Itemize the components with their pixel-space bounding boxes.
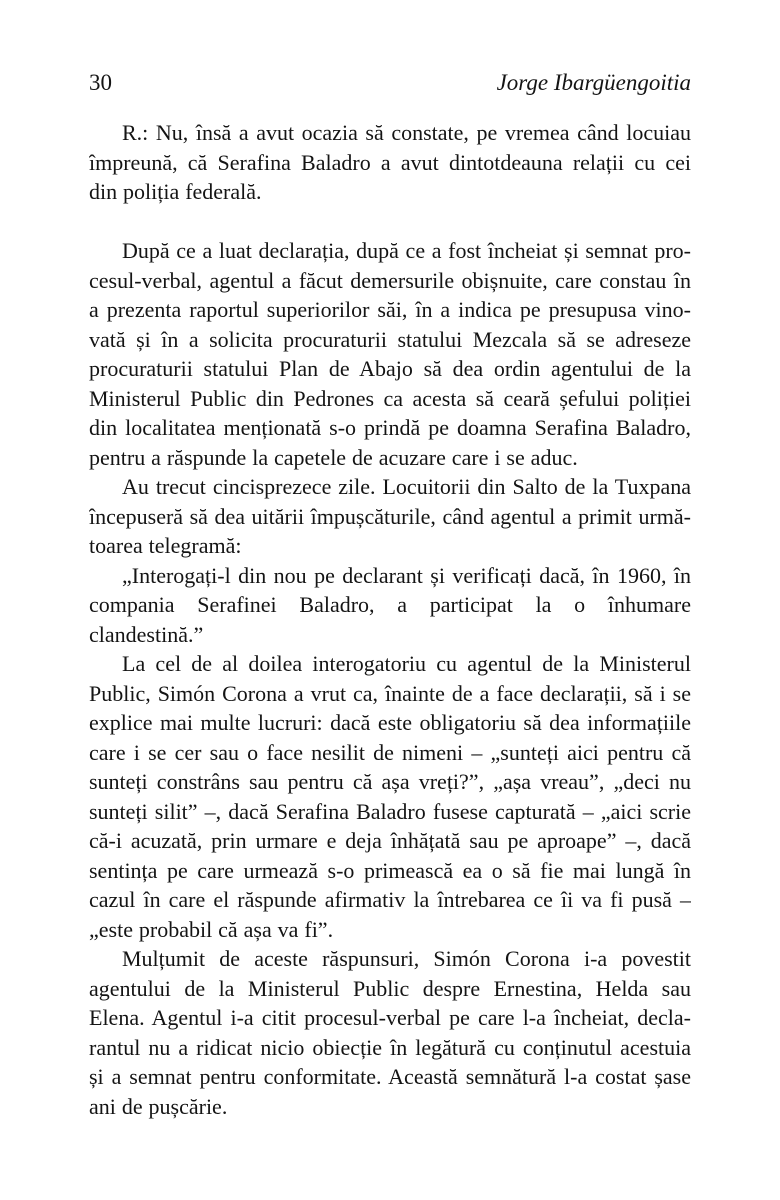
text-line: sunteți silit” –, dacă Serafina Baladro fusese capturată – „aici scrie xyxy=(89,798,691,824)
text-line: Elena. Agentul i-a citit procesul-verbal pe care l-a încheiat, decla- xyxy=(89,1005,691,1030)
page-body xyxy=(89,118,691,1121)
text-line: compania Serafinei Baladro, a participat la o înhumare xyxy=(89,592,691,617)
text-line: toarea telegramă: xyxy=(89,533,242,558)
text-line: clandestină.” xyxy=(89,621,204,647)
text-line: „este probabil că așa va fi”. xyxy=(89,916,334,942)
text-line: Mulțumit de aceste răspunsuri, Simón Corona i-a povestit xyxy=(122,946,691,971)
paragraph xyxy=(89,944,691,1121)
running-header xyxy=(89,69,691,97)
text-line: Au trecut cincisprezece zile. Locuitorii din Salto de la Tuxpana xyxy=(122,474,691,499)
text-line: a prezenta raportul superiorilor săi, în a indica pe presupusa vino- xyxy=(89,297,691,322)
text-line: vată și în a solicita procuraturii statului Mezcala să se adreseze xyxy=(89,326,691,352)
text-line: rantul nu a ridicat nicio obiecție în legătură cu conținutul acestuia xyxy=(89,1034,691,1060)
text-line: pentru a răspunde la capetele de acuzare care i se aduc. xyxy=(89,444,578,470)
text-line: cazul în care el răspunde afirmativ la întrebarea ce îi va fi pusă – xyxy=(89,887,691,912)
text-line: Public, Simón Corona a vrut ca, înainte de a face declarații, să i se xyxy=(89,680,691,706)
text-line: din localitatea menționată s-o prindă pe doamna Serafina Baladro, xyxy=(89,415,691,440)
text-line: din poliția federală. xyxy=(89,179,262,204)
page-number: 30 xyxy=(89,70,112,95)
text-line: „Interogați-l din nou pe declarant și verificați dacă, în 1960, în xyxy=(122,562,691,588)
text-line: Ministerul Public din Pedrones ca acesta să ceară șefului poliției xyxy=(89,385,691,411)
paragraph xyxy=(89,472,691,561)
text-line: procuraturii statului Plan de Abajo să dea ordin agentului de la xyxy=(89,356,691,381)
text-line: sentința pe care urmează s-o primească ea o să fie mai lungă în xyxy=(89,857,691,883)
text-line: ani de pușcărie. xyxy=(89,1093,228,1119)
running-header-author: Jorge Ibargüengoitia xyxy=(496,70,691,95)
text-line: După ce a luat declarația, după ce a fost încheiat și semnat pro- xyxy=(122,238,691,263)
text-line: care i se cer sau o face nesilit de nimeni – „sunteți aici pentru că xyxy=(89,739,691,765)
text-line: R.: Nu, însă a avut ocazia să constate, pe vremea când locuiau xyxy=(122,120,691,145)
text-line: împreună, că Serafina Baladro a avut dintotdeauna relații cu cei xyxy=(89,149,691,175)
text-line: explice mai multe lucruri: dacă este obligatoriu să dea informațiile xyxy=(89,710,691,735)
text-line: începuseră să dea uitării împușcăturile, când agentul a primit urmă- xyxy=(89,503,691,529)
text-line: cesul-verbal, agentul a făcut demersurile obișnuite, care constau în xyxy=(89,267,691,293)
paragraph xyxy=(89,561,691,650)
text-line: La cel de al doilea interogatoriu cu agentul de la Ministerul xyxy=(122,651,691,676)
paragraph xyxy=(89,236,691,472)
text-line: și a semnat pentru conformitate. Această semnătură l-a costat șase xyxy=(89,1064,691,1089)
text-line: agentului de la Ministerul Public despre Ernestina, Helda sau xyxy=(89,975,691,1001)
text-line: că-i acuzată, prin urmare e deja înhățată sau pe aproape” –, dacă xyxy=(89,828,691,853)
paragraph xyxy=(89,118,691,207)
text-line: sunteți constrâns sau pentru că așa vreți?”, „așa vreau”, „deci nu xyxy=(89,769,691,794)
paragraph xyxy=(89,649,691,944)
